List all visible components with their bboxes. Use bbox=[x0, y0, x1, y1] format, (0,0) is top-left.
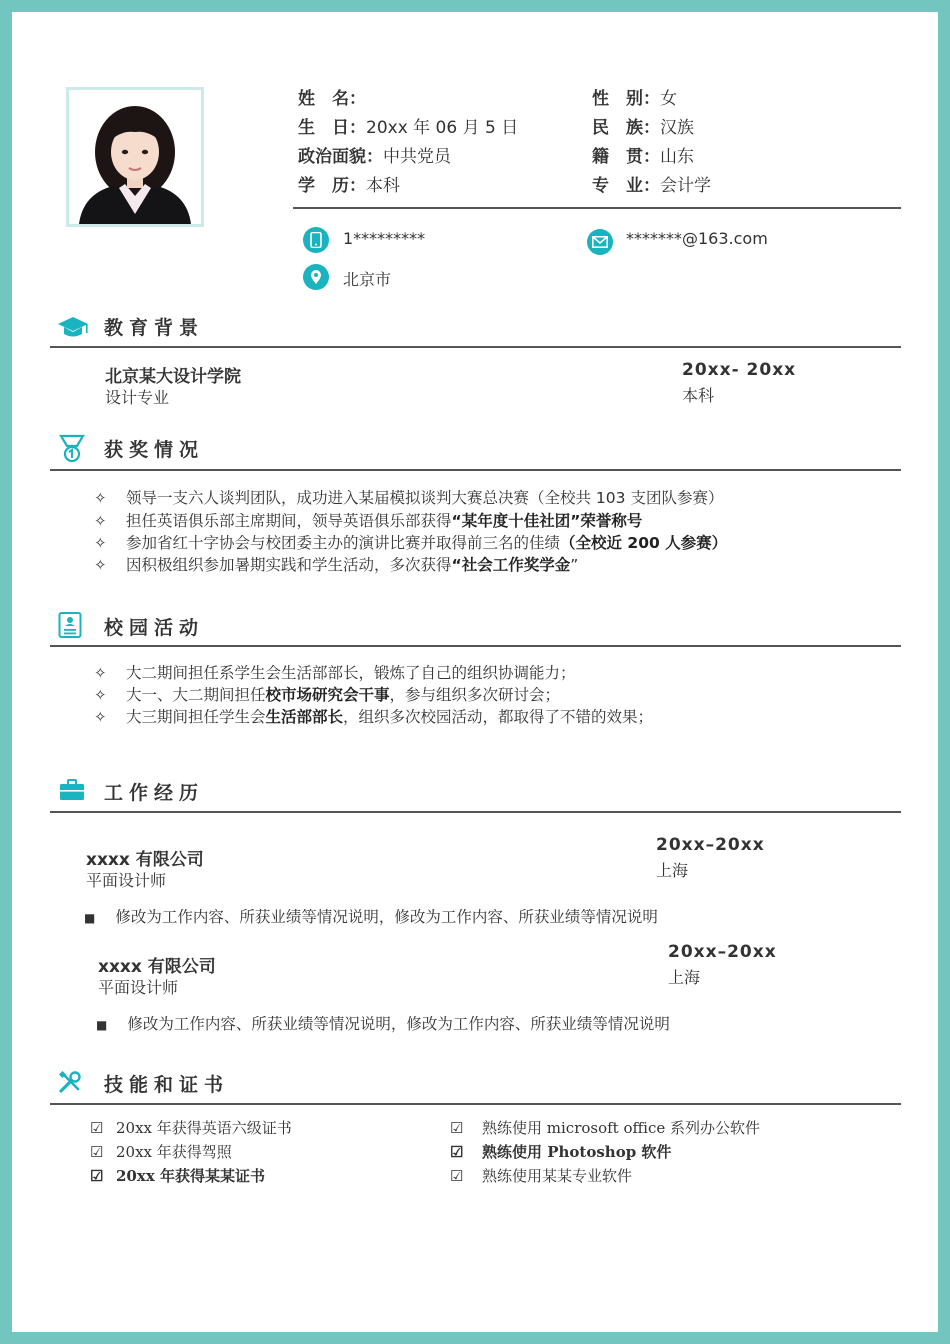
award-bullet: ✧ bbox=[94, 556, 107, 574]
briefcase-icon bbox=[58, 778, 90, 806]
award-bullet: ✧ bbox=[94, 534, 107, 552]
checkbox-icon: ☑ bbox=[450, 1143, 464, 1161]
award-text: 因积极组织参加暑期实践和学生活动，多次获得 bbox=[126, 556, 452, 574]
gender-label: 性 别： bbox=[592, 89, 660, 109]
tools-icon bbox=[58, 1070, 90, 1098]
job-city: 上海 bbox=[656, 861, 689, 880]
work-divider bbox=[50, 811, 901, 813]
degree-row bbox=[298, 171, 400, 196]
campus-bullet: ✧ bbox=[94, 708, 107, 726]
job-company: xxxx 有限公司 bbox=[86, 850, 204, 870]
skill-item bbox=[450, 1165, 632, 1186]
job-bullet: ■ bbox=[96, 1018, 108, 1032]
ethnic-label: 民 族： bbox=[592, 118, 660, 138]
job-description bbox=[84, 905, 658, 927]
award-item bbox=[94, 553, 578, 575]
skills-divider bbox=[50, 1103, 901, 1105]
gender-row bbox=[592, 84, 677, 109]
ethnic-value: 汉族 bbox=[660, 118, 694, 138]
portrait-image bbox=[69, 90, 201, 224]
job-description bbox=[96, 1012, 670, 1034]
birth-label: 生 日： bbox=[298, 118, 366, 138]
award-medal-icon bbox=[58, 434, 90, 462]
job-role: 平面设计师 bbox=[98, 978, 179, 997]
campus-divider bbox=[50, 645, 901, 647]
location-icon bbox=[303, 264, 329, 290]
education-school: 北京某大设计学院 bbox=[105, 367, 241, 387]
politics-value: 中共党员 bbox=[383, 147, 451, 167]
job-role: 平面设计师 bbox=[86, 871, 167, 890]
campus-bullet: ✧ bbox=[94, 686, 107, 704]
politics-label: 政治面貌： bbox=[298, 147, 383, 167]
awards-divider bbox=[50, 469, 901, 471]
phone-text: 1********* bbox=[343, 229, 426, 248]
job-years: 20xx–20xx bbox=[656, 835, 765, 855]
name-row bbox=[298, 84, 366, 109]
education-title: 教育背景 bbox=[104, 317, 205, 339]
skill-text: 熟练使用某某专业软件 bbox=[482, 1167, 633, 1185]
major-value: 会计学 bbox=[660, 176, 711, 196]
work-title: 工作经历 bbox=[104, 782, 205, 804]
award-bullet: ✧ bbox=[94, 512, 107, 530]
gender-value: 女 bbox=[660, 89, 677, 109]
awards-title: 获奖情况 bbox=[104, 439, 205, 461]
skill-item bbox=[90, 1141, 232, 1162]
degree-label: 学 历： bbox=[298, 176, 366, 196]
origin-label: 籍 贯： bbox=[592, 147, 660, 167]
job-city: 上海 bbox=[668, 968, 701, 987]
job-desc-text: 修改为工作内容、所获业绩等情况说明，修改为工作内容、所获业绩等情况说明 bbox=[127, 1015, 670, 1033]
politics-row bbox=[298, 142, 451, 167]
campus-title: 校园活动 bbox=[104, 617, 205, 639]
award-text: 领导一支六人谈判团队，成功进入某届模拟谈判大赛总决赛（全校共 103 支团队参赛） bbox=[126, 489, 724, 507]
profile-photo bbox=[66, 87, 204, 227]
email-text: *******@163.com bbox=[626, 229, 768, 248]
job-years: 20xx–20xx bbox=[668, 942, 777, 962]
major-row bbox=[592, 171, 711, 196]
award-item bbox=[94, 509, 642, 531]
origin-row bbox=[592, 142, 694, 167]
campus-item bbox=[94, 705, 653, 727]
phone-icon bbox=[303, 227, 329, 253]
job-desc-text: 修改为工作内容、所获业绩等情况说明，修改为工作内容、所获业绩等情况说明 bbox=[115, 908, 658, 926]
award-text: 担任英语俱乐部主席期间，领导英语俱乐部获得 bbox=[126, 512, 452, 530]
checkbox-icon: ☑ bbox=[450, 1167, 464, 1185]
education-degree: 本科 bbox=[682, 386, 715, 405]
email-icon bbox=[587, 229, 613, 255]
skill-text: 20xx 年获得英语六级证书 bbox=[116, 1119, 292, 1137]
award-post: ” bbox=[570, 556, 579, 574]
campus-post: ，参与组织多次研讨会； bbox=[389, 686, 561, 704]
award-bullet: ✧ bbox=[94, 489, 107, 507]
campus-item bbox=[94, 661, 576, 683]
checkbox-icon: ☑ bbox=[90, 1143, 104, 1161]
checkbox-icon: ☑ bbox=[90, 1119, 104, 1137]
graduation-cap-icon bbox=[57, 315, 89, 343]
job-bullet: ■ bbox=[84, 911, 96, 925]
campus-bold: 生活部部长 bbox=[265, 708, 344, 726]
campus-bold: 校市场研究会干事 bbox=[265, 686, 390, 704]
skill-item bbox=[90, 1117, 292, 1138]
campus-text: 大三期间担任学生会 bbox=[126, 708, 266, 726]
campus-text: 大二期间担任系学生会生活部部长，锻炼了自己的组织协调能力； bbox=[126, 664, 576, 682]
campus-item bbox=[94, 683, 560, 705]
job-company: xxxx 有限公司 bbox=[98, 957, 216, 977]
origin-value: 山东 bbox=[660, 147, 694, 167]
skill-text: 20xx 年获得驾照 bbox=[116, 1143, 232, 1161]
campus-bullet: ✧ bbox=[94, 664, 107, 682]
skills-title: 技能和证书 bbox=[104, 1074, 230, 1096]
award-text: 参加省红十字协会与校团委主办的演讲比赛并取得前三名的佳绩 bbox=[126, 534, 561, 552]
profile-divider bbox=[293, 207, 901, 209]
birth-value: 20xx 年 06 月 5 日 bbox=[366, 118, 519, 138]
award-item bbox=[94, 486, 723, 508]
award-bold: “社会工作奖学金 bbox=[451, 556, 571, 574]
campus-text: 大一、大二期间担任 bbox=[126, 686, 266, 704]
campus-post: ，组织多次校园活动，都取得了不错的效果； bbox=[343, 708, 654, 726]
skill-item bbox=[450, 1117, 760, 1138]
skill-text: 熟练使用 microsoft office 系列办公软件 bbox=[482, 1119, 760, 1137]
id-card-icon bbox=[58, 611, 90, 639]
degree-value: 本科 bbox=[366, 176, 400, 196]
education-years: 20xx- 20xx bbox=[682, 360, 797, 380]
checkbox-icon: ☑ bbox=[450, 1119, 464, 1137]
skill-text: 熟练使用 Photoshop 软件 bbox=[482, 1143, 672, 1161]
skill-item bbox=[90, 1165, 265, 1186]
birth-row bbox=[298, 113, 518, 138]
name-label: 姓 名： bbox=[298, 89, 366, 109]
education-major: 设计专业 bbox=[105, 388, 170, 407]
checkbox-icon: ☑ bbox=[90, 1167, 104, 1185]
education-divider bbox=[50, 346, 901, 348]
award-bold: （全校近 200 人参赛） bbox=[560, 534, 728, 552]
location-text: 北京市 bbox=[343, 270, 392, 289]
award-bold: “某年度十佳社团”荣誉称号 bbox=[451, 512, 643, 530]
ethnic-row bbox=[592, 113, 694, 138]
skill-item bbox=[450, 1141, 671, 1162]
award-item bbox=[94, 531, 727, 553]
skill-text: 20xx 年获得某某证书 bbox=[116, 1167, 265, 1185]
major-label: 专 业： bbox=[592, 176, 660, 196]
